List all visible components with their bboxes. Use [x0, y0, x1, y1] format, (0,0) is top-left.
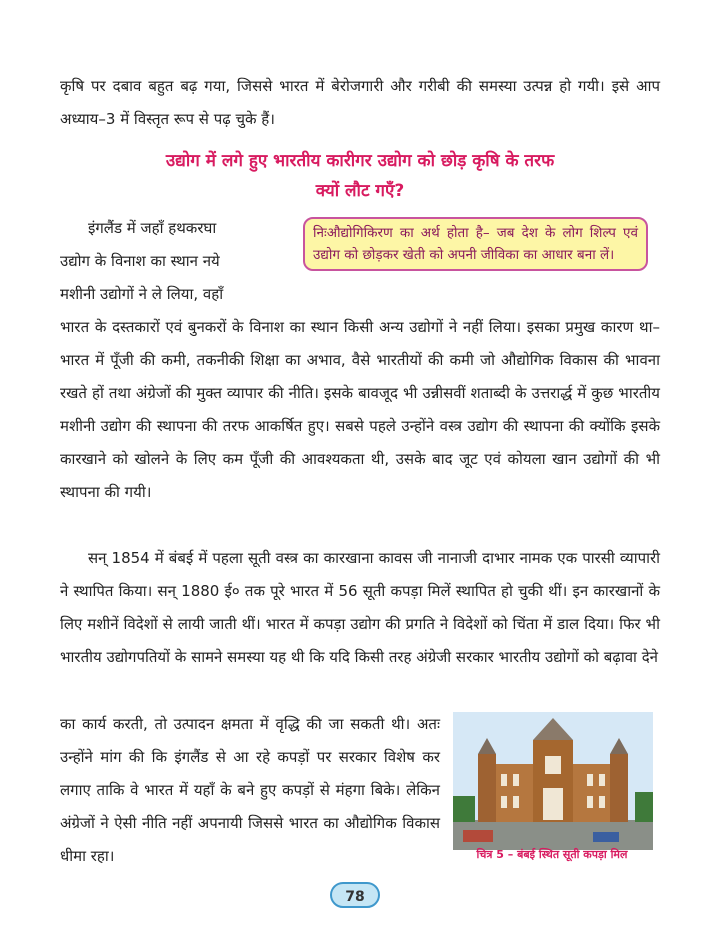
section-heading-line-1: उद्योग में लगे हुए भारतीय कारीगर उद्योग को छोड़ कृषि के तरफ — [165, 151, 555, 171]
para1-left-line-3: मशीनी उद्योगों ने ले लिया, वहाँ — [60, 285, 224, 303]
page-number-badge: 78 — [330, 882, 380, 908]
figure-caption: चित्र 5 – बंबई स्थित सूती कपड़ा मिल — [476, 848, 628, 861]
para2-body: सन् 1854 में बंबई में पहला सूती वस्त्र का कारखाना कावस जी नानाजी दाभार नामक एक पारसी व्यापारी ने स्थापित किया। सन् 1880 ई० तक पूरे भारत में 56 सूती कपड़ा मिलें स्थापित हो चुकी थीं। इन कारखानों के लिए मशीनें विदेशों से लायी जाती थीं। भारत में कपड़ा उद्योग की प्रगति ने विदेशों को चिंता में डाल दिया। फिर भी भारतीय उद्योगपतियों के सामने समस्या यह थी कि यदि किसी तरह अंग्रेजी सरकार भारतीय उद्योगों को बढ़ावा देने — [60, 549, 660, 666]
para1-body: भारत के दस्तकारों एवं बुनकरों के विनाश का स्थान किसी अन्य उद्योगों ने नहीं लिया। इसका प्रमुख कारण था– भारत में पूँजी की कमी, तकनीकी शिक्षा का अभाव, वैसे भारतीयों की कमी जो औद्योगिक विकास की भावना रखते हों तथा अंग्रेजों की मुक्त व्यापार की नीति। इसके बावजूद भी उन्नीसवीं शताब्दी के उत्तरार्द्ध में कुछ भारतीय मशीनी उद्योग की स्थापना की तरफ आकर्षित हुए। सबसे पहले उन्होंने वस्त्र उद्योग की स्थापना की क्योंकि इसके कारखाने को खोलने के लिए कम पूँजी की आवश्यकता थी, उसके बाद जूट एवं कोयला खान उद्योगों की भी स्थापना की गयी। — [60, 318, 660, 501]
section-heading-line-2: क्यों लौट गएँ? — [315, 181, 405, 201]
definition-callout-box: निःऔद्योगिकिरण का अर्थ होता है– जब देश के लोग शिल्प एवं उद्योग को छोड़कर खेती को अपनी जीविका का आधार बना लें। — [303, 217, 648, 271]
para1-left-line-1: इंगलैंड में जहाँ हथकरघा — [88, 219, 217, 237]
intro-paragraph: कृषि पर दबाव बहुत बढ़ गया, जिससे भारत में बेरोजगारी और गरीबी की समस्या उत्पन्न हो गयी। इसे आप अध्याय–3 में विस्तृत रूप से पढ़ चुके हैं। — [60, 77, 660, 128]
cotton-mill-building-photo — [453, 712, 653, 850]
para1-left-line-2: उद्योग के विनाश का स्थान नये — [60, 252, 220, 270]
para2-wrapped-text: का कार्य करती, तो उत्पादन क्षमता में वृद्धि की जा सकती थी। अतः उन्होंने मांग की कि इंगलैंड से आ रहे कपड़ों पर सरकार विशेष कर लगाए ताकि वे भारत में यहाँ के बने हुए कपड़ों से मंहगा बिके। लेकिन अंग्रेजों ने ऐसी नीति नहीं अपनायी जिससे भारत का औद्योगिक विकास धीमा रहा। — [60, 715, 440, 865]
